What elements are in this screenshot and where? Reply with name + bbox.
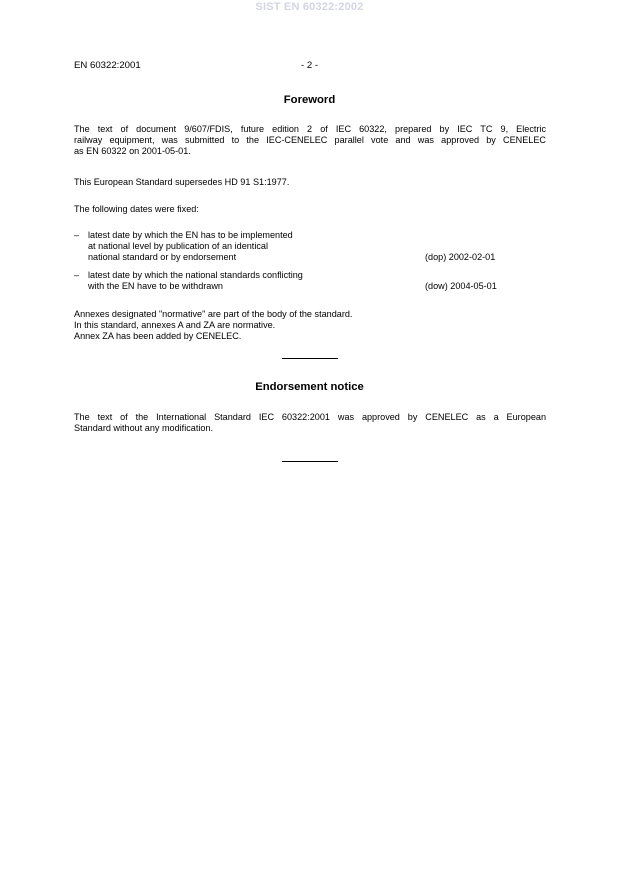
supersedes-statement: This European Standard supersedes HD 91 S1:1977. — [74, 177, 290, 187]
foreword-paragraph-1 — [74, 124, 546, 157]
page-number: - 2 - — [300, 60, 319, 71]
foreword-title: Foreword — [283, 94, 336, 106]
list-dash: – — [74, 270, 80, 280]
foreword-paragraph-1-line-1: The text of document 9/607/FDIS, future edition 2 of IEC 60322, prepared by IEC TC 9, Electric — [74, 124, 546, 134]
section-divider — [282, 461, 338, 462]
date-item-dop-date: (dop) 2002-02-01 — [425, 252, 496, 262]
foreword-paragraph-1-line-3: as EN 60322 on 2001-05-01. — [74, 145, 191, 156]
date-item-dop-line-3: national standard or by endorsement — [88, 251, 237, 262]
date-item-dow-date: (dow) 2004-05-01 — [425, 281, 497, 291]
annex-note-line-3: Annex ZA has been added by CENELEC. — [74, 330, 242, 341]
annex-note-line-1: Annexes designated "normative" are part of the body of the standard. — [74, 309, 353, 319]
endorsement-title: Endorsement notice — [255, 381, 364, 393]
date-item-dow-line-2: with the EN have to be withdrawn — [88, 280, 223, 291]
endorsement-paragraph-line-2: Standard without any modification. — [74, 422, 214, 433]
list-dash: – — [74, 230, 80, 240]
foreword-paragraph-1-line-2: railway equipment, was submitted to the IEC-CENELEC parallel vote and was approved by CENELEC — [74, 134, 546, 145]
watermark: SIST EN 60322:2002 — [255, 1, 364, 13]
dates-intro: The following dates were fixed: — [74, 204, 199, 214]
date-item-dop-line-1: latest date by which the EN has to be implemented — [88, 230, 293, 240]
endorsement-paragraph-line-1: The text of the International Standard IEC 60322:2001 was approved by CENELEC as a European — [74, 412, 546, 422]
date-item-dow-text — [88, 270, 388, 292]
endorsement-paragraph — [74, 412, 546, 434]
annex-note — [74, 309, 546, 342]
document-id: EN 60322:2001 — [74, 60, 141, 71]
date-item-dop-line-2: at national level by publication of an identical — [88, 240, 268, 251]
date-item-dop-text — [88, 230, 388, 263]
section-divider — [282, 358, 338, 359]
date-item-dow-line-1: latest date by which the national standards conflicting — [88, 270, 303, 280]
annex-note-line-2: In this standard, annexes A and ZA are normative. — [74, 319, 276, 330]
